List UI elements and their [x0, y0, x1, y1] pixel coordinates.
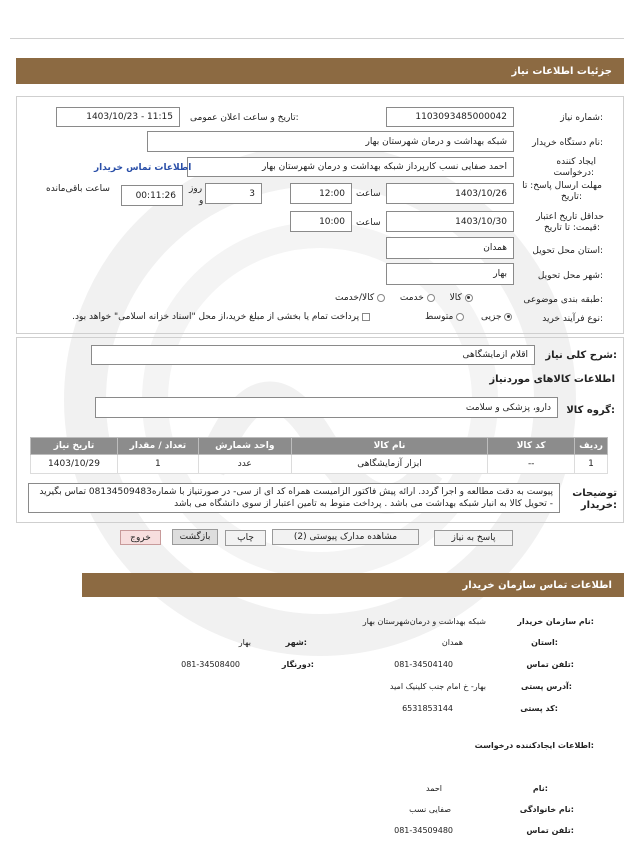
view-docs-button[interactable]: مشاهده مدارک پیوستی (2) — [272, 529, 419, 545]
category-option-goods-service[interactable]: کالا/خدمت — [335, 293, 385, 303]
creator-section-title: اطلاعات ایجادکننده درخواست: — [474, 741, 594, 750]
days-count-field: 3 — [205, 183, 262, 204]
need-number-label: شماره نیاز: — [560, 113, 603, 123]
creator-name-label: نام: — [532, 784, 548, 793]
validity-time-field: 10:00 — [290, 211, 352, 232]
purchase-option-minor[interactable]: جزیی — [481, 312, 512, 322]
category-option-goods[interactable]: کالا — [450, 293, 473, 303]
purchase-option-medium[interactable]: متوسط — [425, 312, 464, 322]
cell-row: 1 — [575, 455, 608, 474]
day-label: روز — [189, 184, 203, 194]
payment-checkbox[interactable] — [362, 313, 370, 321]
province-field: همدان — [386, 237, 514, 259]
deadline-label-line1: مهلت ارسال پاسخ: تا — [522, 181, 602, 191]
group-field: دارو، پزشکی و سلامت — [95, 397, 558, 418]
contact-phone: 081-34504140 — [394, 660, 453, 669]
contact-province-label: استان: — [531, 638, 558, 647]
cell-qty: 1 — [117, 455, 198, 474]
deadline-time-field: 12:00 — [290, 183, 352, 204]
purchase-radio-group — [425, 312, 512, 322]
announce-label: تاریخ و ساعت اعلان عمومی: — [190, 113, 299, 123]
summary-field: اقلام ازمایشگاهی — [91, 345, 535, 365]
col-unit: واحد شمارش — [198, 438, 291, 455]
cell-unit: عدد — [198, 455, 291, 474]
table-row — [31, 455, 608, 474]
contact-address: بهار- خ امام جنب کلینیک امید — [389, 682, 486, 691]
radio-selected-icon — [504, 313, 512, 321]
buyer-org-field: شبکه بهداشت و درمان شهرستان بهار — [147, 131, 514, 152]
contact-postal-label: کد پستی: — [520, 704, 558, 713]
col-name: نام کالا — [291, 438, 488, 455]
category-radio-group — [335, 293, 473, 303]
validity-label-line1: حداقل تاریخ اعتبار — [536, 212, 604, 222]
page-header — [16, 58, 624, 84]
creator-phone-label: تلفن تماس: — [526, 826, 574, 835]
validity-date-field: 1403/10/30 — [386, 211, 514, 232]
province-label: استان محل تحویل: — [532, 246, 603, 256]
remaining-label: ساعت باقی‌مانده — [46, 184, 110, 194]
contact-org-label: نام سازمان خریدار: — [517, 617, 594, 626]
exit-button[interactable]: خروج — [120, 530, 161, 545]
buyer-contact-link[interactable]: اطلاعات تماس خریدار — [94, 163, 192, 173]
page-title: جزئیات اطلاعات نیاز — [511, 65, 612, 77]
need-number-field: 1103093485000042 — [386, 107, 514, 127]
deadline-date-field: 1403/10/26 — [386, 183, 514, 204]
creator-label-line2: درخواست: — [553, 168, 594, 178]
contact-province: همدان — [441, 638, 463, 647]
deadline-label-line2: تاریخ: — [561, 192, 582, 202]
col-qty: تعداد / مقدار — [117, 438, 198, 455]
contact-header — [82, 573, 624, 597]
contact-postal: 6531853144 — [402, 704, 453, 713]
purchase-type-label: نوع فرآیند خرید: — [542, 314, 603, 324]
notes-text: پیوست به دقت مطالعه و اجرا گردد. ارائه پیش فاکتور الزامیست همراه کد ای از سی- در صورتنیاز با شماره08134509483 تماس بگیرید - تحویل کالا به انبار شبکه بهداشت می باشد . پرداخت منوط به تامین اعتبار از سوی دانشگاه می باشد — [39, 487, 553, 509]
notes-box — [28, 483, 560, 513]
col-row: ردیف — [575, 438, 608, 455]
notes-label-line2: خریدار: — [580, 500, 617, 511]
col-code: کد کالا — [488, 438, 575, 455]
reply-button[interactable]: پاسخ به نیاز — [434, 530, 513, 546]
cell-code: -- — [488, 455, 575, 474]
radio-icon — [456, 313, 464, 321]
table-header-row — [31, 438, 608, 455]
back-button[interactable]: بازگشت — [172, 529, 218, 545]
cell-date: 1403/10/29 — [31, 455, 118, 474]
contact-fax-label: دورنگار: — [281, 660, 314, 669]
creator-family-label: نام خانوادگی: — [519, 805, 574, 814]
category-label: طبقه بندی موضوعی: — [523, 295, 603, 305]
contact-phone-label: تلفن تماس: — [526, 660, 574, 669]
creator-phone: 081-34509480 — [394, 826, 453, 835]
creator-name: احمد — [426, 784, 442, 793]
cell-name: ابزار آزمایشگاهی — [291, 455, 488, 474]
creator-family: صفایی نسب — [409, 805, 451, 814]
notes-label-line1: توضیحات — [572, 488, 617, 499]
col-date: تاریخ نیاز — [31, 438, 118, 455]
contact-fax: 081-34508400 — [181, 660, 240, 669]
category-option-service[interactable]: خدمت — [400, 293, 435, 303]
city-field: بهار — [386, 263, 514, 285]
remaining-time-field: 00:11:26 — [121, 185, 183, 206]
print-button[interactable]: چاپ — [225, 530, 266, 546]
deadline-time-label: ساعت — [356, 189, 381, 199]
group-label: گروه کالا: — [566, 405, 615, 416]
announce-field: 1403/10/23 - 11:15 — [56, 107, 180, 127]
contact-city-label: شهر: — [285, 638, 307, 647]
and-label: و — [199, 196, 204, 206]
creator-label-line1: ایجاد کننده — [556, 157, 596, 167]
contact-title: اطلاعات تماس سازمان خریدار — [462, 579, 612, 591]
validity-time-label: ساعت — [356, 218, 381, 228]
city-label: شهر محل تحویل: — [537, 271, 603, 281]
top-divider — [10, 38, 624, 39]
contact-org: شبکه بهداشت و درمان‌شهرستان بهار — [362, 617, 486, 626]
buyer-org-label: نام دستگاه خریدار: — [532, 138, 603, 148]
summary-label: شرح کلی نیاز: — [545, 350, 617, 361]
goods-title: اطلاعات کالاهای موردنیاز — [489, 374, 615, 385]
payment-note-text: پرداخت تمام یا بخشی از مبلغ خرید،از محل "اسناد خزانه اسلامی" خواهد بود. — [72, 312, 360, 322]
creator-field: احمد صفایی نسب کارپرداز شبکه بهداشت و درمان شهرستان بهار — [187, 157, 514, 177]
items-table — [30, 437, 608, 474]
payment-note — [50, 312, 370, 322]
contact-address-label: آدرس پستی: — [521, 682, 572, 691]
radio-icon — [377, 294, 385, 302]
radio-icon — [427, 294, 435, 302]
contact-city: بهار — [238, 638, 251, 647]
validity-label-line2: قیمت: تا تاریخ: — [543, 223, 600, 233]
radio-selected-icon — [465, 294, 473, 302]
